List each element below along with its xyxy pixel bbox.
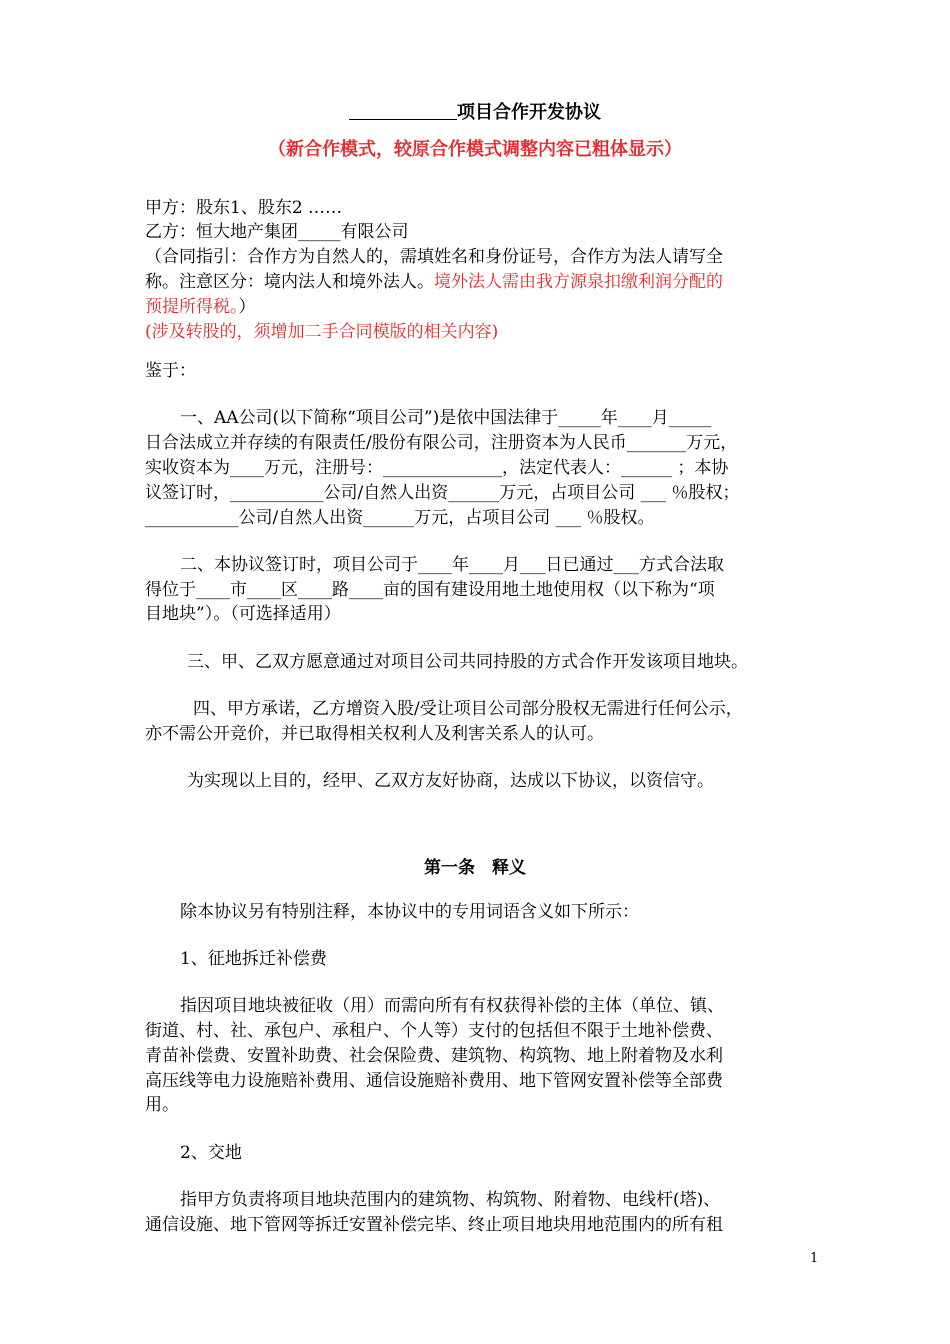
party-a: 甲方：股东1、股东2 …… bbox=[145, 198, 343, 218]
clause-2-line-2: 得位于____市____区____路____亩的国有建设用地土地使用权（以下称为“项 bbox=[145, 580, 715, 600]
item-1-body-line-3: 青苗补偿费、安置补助费、社会保险费、建筑物、构筑物、地上附着物及水利 bbox=[145, 1046, 723, 1066]
item-2-title: 2、交地 bbox=[180, 1143, 242, 1163]
item-2-body-line-1: 指甲方负责将项目地块范围内的建筑物、构筑物、附着物、电线杆(塔)、 bbox=[180, 1190, 721, 1210]
item-1-body-line-1: 指因项目地块被征收（用）而需向所有有权获得补偿的主体（单位、镇、 bbox=[180, 996, 724, 1016]
contract-guide-line-3 bbox=[145, 296, 256, 318]
item-1-body-line-2: 街道、村、社、承包户、承租户、个人等）支付的包括但不限于土地补偿费、 bbox=[145, 1021, 723, 1041]
document-subtitle: （新合作模式，较原合作模式调整内容已粗体显示） bbox=[268, 139, 682, 160]
contract-guide-line-1: （合同指引：合作方为自然人的，需填姓名和身份证号，合作方为法人请写全 bbox=[145, 247, 723, 267]
clause-1-line-5: ___________公司/自然人出资______万元，占项目公司 ___ ％股权。 bbox=[145, 508, 655, 528]
purpose-statement: 为实现以上目的，经甲、乙双方友好协商，达成以下协议，以资信守。 bbox=[187, 771, 714, 791]
guide-red-text: 境外法人需由我方源泉扣缴利润分配的 bbox=[434, 272, 723, 292]
clause-3: 三、甲、乙双方愿意通过对项目公司共同持股的方式合作开发该项目地块。 bbox=[187, 652, 748, 672]
clause-4-line-2: 亦不需公开竞价，并已取得相关权利人及利害关系人的认可。 bbox=[145, 724, 604, 744]
clause-1-line-3: 实收资本为____万元，注册号：______________，法定代表人：______ ；本协 bbox=[145, 458, 729, 478]
whereas-label: 鉴于： bbox=[145, 361, 196, 381]
guide-close-paren: ） bbox=[238, 297, 256, 317]
clause-2-line-3: 目地块”）。（可选择适用） bbox=[145, 604, 341, 624]
document-title bbox=[0, 98, 950, 124]
item-1-title: 1、征地拆迁补偿费 bbox=[180, 949, 327, 969]
article-1-intro: 除本协议另有特别注释，本协议中的专用词语含义如下所示： bbox=[180, 902, 639, 922]
item-1-body-line-4: 高压线等电力设施赔补费用、通信设施赔补费用、地下管网安置补偿等全部费 bbox=[145, 1071, 723, 1091]
guide-red-text-cont: 预提所得税。 bbox=[145, 297, 239, 317]
page-number: 1 bbox=[810, 1251, 819, 1266]
party-b: 乙方：恒大地产集团_____有限公司 bbox=[145, 222, 409, 242]
clause-4-line-1: 四、甲方承诺，乙方增资入股/受让项目公司部分股权无需进行任何公示， bbox=[193, 699, 743, 719]
article-1-heading: 第一条 释义 bbox=[424, 858, 526, 878]
clause-1-line-2: 日合法成立并存续的有限责任/股份有限公司，注册资本为人民币_______万元， bbox=[145, 433, 738, 453]
clause-1-line-1: 一、AA公司(以下简称“项目公司”)是依中国法律于_____年____月_____ bbox=[180, 408, 712, 428]
contract-guide-line-2 bbox=[145, 271, 723, 293]
title-blank-line bbox=[349, 101, 457, 120]
item-2-body-line-2: 通信设施、地下管网等拆迁安置补偿完毕、终止项目地块用地范围内的所有租 bbox=[145, 1215, 723, 1235]
title-text: 项目合作开发协议 bbox=[457, 102, 601, 123]
clause-2-line-1: 二、本协议签订时，项目公司于____年____月___日已通过___方式合法取 bbox=[180, 555, 724, 575]
item-1-body-line-5: 用。 bbox=[145, 1095, 179, 1115]
guide-text: 称。注意区分：境内法人和境外法人。 bbox=[145, 272, 434, 292]
transfer-note: (涉及转股的，须增加二手合同模版的相关内容) bbox=[145, 322, 499, 342]
clause-1-line-4: 议签订时，___________公司/自然人出资______万元，占项目公司 ___ ％股权； bbox=[145, 483, 740, 503]
